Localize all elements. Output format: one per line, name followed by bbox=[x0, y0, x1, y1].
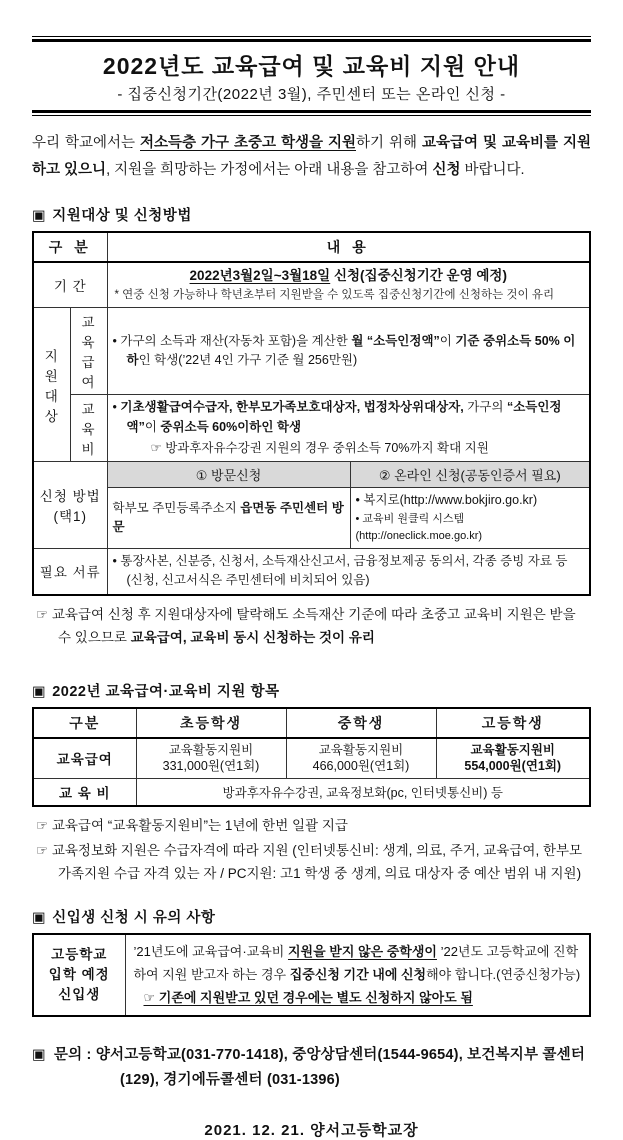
header-high: 고등학생 bbox=[436, 708, 590, 738]
online-link-bokjiro: • 복지로(http://www.bokjiro.go.kr) bbox=[355, 493, 538, 508]
method-label-line1: 신청 방법 bbox=[39, 489, 101, 505]
freshman-bold-apply-period: 집중신청 기간 내에 신청 bbox=[289, 966, 427, 982]
freshman-text-seg: ’22년도 고등학교에 진학하여 지원 받고자 하는 경우 bbox=[133, 944, 579, 982]
cost-sublabel-line1: 교육 bbox=[81, 402, 96, 438]
criteria-bold-recipients: 기초생활급여수급자, 한부모가족보호대상자, 법정차상위대상자, bbox=[116, 400, 464, 415]
benefit-criteria bbox=[107, 308, 590, 395]
bullet-icon: • bbox=[112, 333, 117, 348]
cost-sublabel bbox=[70, 395, 107, 462]
title-block bbox=[32, 36, 591, 116]
target-label-line2: 대상 bbox=[44, 388, 59, 424]
cost-row-label: 교 육 비 bbox=[33, 779, 136, 807]
target-cost-row bbox=[33, 395, 590, 462]
freshman-text bbox=[134, 941, 582, 987]
contact-info bbox=[32, 1043, 591, 1092]
period-date-range: 2022년3월2일~3월18일 bbox=[189, 267, 331, 283]
period-dates bbox=[113, 266, 584, 287]
intro-text: , 지원을 희망하는 가정에서는 아래 내용을 참고하여 bbox=[106, 161, 433, 178]
visit-text: 학부모 주민등록주소지 bbox=[112, 500, 241, 515]
bullet-icon: • bbox=[112, 400, 117, 415]
freshman-text-seg: 해야 합니다.(연중신청가능) bbox=[426, 966, 581, 982]
benefit-criteria-text bbox=[113, 332, 584, 371]
cost-items-row bbox=[33, 779, 590, 807]
intro-highlight-target: 저소득층 가구 초중고 학생을 지원 bbox=[140, 135, 356, 151]
square-bullet-icon: ▣ bbox=[32, 683, 47, 700]
benefit-sublabel bbox=[70, 308, 107, 395]
freshman-label-line2: 입학 예정 bbox=[48, 967, 110, 983]
criteria-text: 가구의 bbox=[463, 400, 507, 415]
amount-value: 466,000원(연1회) bbox=[312, 759, 410, 774]
section3-heading bbox=[32, 906, 591, 927]
section1-title: 지원대상 및 신청방법 bbox=[52, 207, 192, 224]
square-bullet-icon: ▣ bbox=[32, 207, 47, 224]
method-label-line2: (택1) bbox=[53, 509, 88, 525]
criteria-text: 가구의 소득과 재산(자동차 포함)을 계산한 bbox=[116, 333, 352, 348]
support-items-table bbox=[32, 707, 591, 808]
freshman-label-line1: 고등학교 bbox=[51, 946, 108, 962]
contact-numbers: 양서고등학교(031-770-1418), 중앙상담센터(1544-9654), 보건복지부 콜센터 (129), 경기에듀콜센터 (031-1396) bbox=[95, 1047, 586, 1089]
freshman-content bbox=[125, 934, 590, 1016]
page-title: 2022년도 교육급여 및 교육비 지원 안내 bbox=[102, 53, 521, 79]
period-content bbox=[107, 262, 590, 308]
section1-note bbox=[36, 604, 591, 650]
section2-title: 2022년 교육급여·교육비 지원 항목 bbox=[52, 683, 280, 700]
freshman-label-line3: 신입생 bbox=[58, 987, 101, 1003]
freshman-notice-table bbox=[32, 933, 591, 1017]
documents-text-wrap bbox=[113, 552, 584, 591]
amount-value: 554,000원(연1회) bbox=[464, 759, 562, 774]
top-rule-thick bbox=[32, 39, 591, 42]
top-rule-thin bbox=[32, 36, 591, 37]
section3-title: 신입생 신청 시 유의 사항 bbox=[52, 910, 216, 927]
bullet-icon: • bbox=[112, 553, 117, 568]
cost-extra-note: ☞ 방과후자유수강권 지원의 경우 중위소득 70%까지 확대 지원 bbox=[150, 441, 489, 456]
note-text: 교육급여 신청 후 지원대상자에 탈락해도 소득재산 기준에 따라 초중고 교육비 지원은 받을 수 있으므로 bbox=[48, 606, 576, 645]
application-table bbox=[32, 231, 591, 596]
table-header-row bbox=[33, 708, 590, 738]
table-header-row bbox=[33, 232, 590, 262]
signature-line: 2021. 12. 21. 양서고등학교장 bbox=[204, 1121, 419, 1139]
criteria-bold-threshold: 중위소득 60%이하인 학생 bbox=[160, 419, 302, 434]
amount-title: 교육활동지원비 bbox=[318, 742, 404, 757]
online-link-oneclick: • 교육비 원클릭 시스템(http://oneclick.moe.go.kr) bbox=[355, 512, 483, 542]
method-header-row bbox=[33, 462, 590, 488]
bottom-rule-thin bbox=[32, 115, 591, 116]
bottom-rule-thick bbox=[32, 110, 591, 113]
criteria-text: 이 bbox=[144, 419, 161, 434]
documents-text: 통장사본, 신분증, 신청서, 소득재산신고서, 금융정보제공 동의서, 각종 증빙 자료 등 (신청, 신고서식은 주민센터에 비치되어 있음) bbox=[116, 553, 568, 588]
intro-highlight-benefit: 교육급여 및 교육비를 지원하고 있으니 bbox=[32, 135, 591, 178]
freshman-exception-note: ☞ 기존에 지원받고 있던 경우에는 별도 신청하지 않아도 됨 bbox=[143, 989, 473, 1005]
period-note: * 연중 신청 가능하나 학년초부터 지원받을 수 있도록 집중신청기간에 신청하는 것이 유리 bbox=[114, 288, 555, 301]
intro-text: 우리 학교에서는 bbox=[32, 135, 140, 151]
section2-note1: ☞ 교육급여 “교육활동지원비”는 1년에 한번 일괄 지급 bbox=[36, 818, 348, 834]
freshman-row bbox=[33, 934, 590, 1016]
square-bullet-icon: ▣ bbox=[32, 910, 47, 927]
cost-criteria-text bbox=[113, 398, 584, 437]
freshman-text-seg: ’21년도에 교육급여·교육비 bbox=[133, 944, 288, 960]
section2-note2: ☞ 교육정보화 지원은 수급자격에 따라 지원 (인터넷통신비: 생계, 의료, 주거, 교육급여, 한부모가족지원 수급 자격 있는 자 / PC지원: 고1 학생 중 생계, 의료 대상자 중 예산 범위 내 지원) bbox=[36, 843, 583, 882]
period-label: 기 간 bbox=[33, 262, 107, 308]
criteria-bold-threshold: 기준 중위소득 50% 이하 bbox=[126, 333, 576, 368]
online-method-content bbox=[350, 488, 590, 548]
visit-bold-center: 읍면동 주민센터 방문 bbox=[112, 500, 344, 535]
middle-amount bbox=[286, 738, 436, 779]
intro-paragraph bbox=[32, 130, 591, 184]
target-label bbox=[33, 308, 70, 462]
intro-text: 하기 위해 bbox=[356, 135, 422, 151]
header-content: 내 용 bbox=[107, 232, 590, 262]
benefit-row-label: 교육급여 bbox=[33, 738, 136, 779]
freshman-label bbox=[33, 934, 125, 1016]
page-subtitle: - 집중신청기간(2022년 3월), 주민센터 또는 온라인 신청 - bbox=[117, 86, 506, 103]
note-bold-advice: 교육급여, 교육비 동시 신청하는 것이 유리 bbox=[130, 629, 375, 645]
benefit-sublabel-line1: 교육 bbox=[81, 315, 96, 351]
cost-items-content: 방과후자유수강권, 교육정보화(pc, 인터넷통신비) 등 bbox=[136, 779, 590, 807]
period-date-rest: 신청(집중신청기간 운영 예정) bbox=[330, 267, 507, 283]
method-label bbox=[33, 462, 107, 548]
visit-method-content bbox=[107, 488, 350, 548]
visit-method-header: ① 방문신청 bbox=[107, 462, 350, 488]
amount-value: 331,000원(연1회) bbox=[162, 759, 260, 774]
documents-row bbox=[33, 548, 590, 594]
online-method-header: ② 온라인 신청(공동인증서 필요) bbox=[350, 462, 590, 488]
documents-content bbox=[107, 548, 590, 594]
header-elementary: 초등학생 bbox=[136, 708, 286, 738]
documents-label: 필요 서류 bbox=[33, 548, 107, 594]
target-benefit-row bbox=[33, 308, 590, 395]
contact-label: 문의 : bbox=[53, 1047, 96, 1064]
intro-highlight-apply: 신청 bbox=[432, 161, 461, 178]
method-content-row bbox=[33, 488, 590, 548]
amount-title: 교육활동지원비 bbox=[470, 742, 556, 757]
amount-title: 교육활동지원비 bbox=[168, 742, 254, 757]
intro-text: 바랍니다. bbox=[460, 161, 525, 178]
criteria-text: 이 bbox=[439, 333, 456, 348]
square-bullet-icon: ▣ bbox=[32, 1047, 46, 1064]
pointer-icon: ☞ bbox=[36, 606, 49, 622]
high-amount bbox=[436, 738, 590, 779]
criteria-bold-income: 월 “소득인정액” bbox=[351, 333, 440, 348]
elementary-amount bbox=[136, 738, 286, 779]
criteria-bold-income: “소득인정액” bbox=[126, 400, 562, 434]
period-row bbox=[33, 262, 590, 308]
benefit-sublabel-line2: 급여 bbox=[81, 355, 96, 391]
cost-criteria bbox=[107, 395, 590, 462]
header-category: 구분 bbox=[33, 708, 136, 738]
header-category: 구 분 bbox=[33, 232, 107, 262]
criteria-text: 인 학생(’22년 4인 가구 기준 월 256만원) bbox=[138, 353, 358, 368]
benefit-amounts-row bbox=[33, 738, 590, 779]
section2-heading bbox=[32, 680, 591, 701]
target-label-line1: 지원 bbox=[44, 348, 59, 384]
cost-sublabel-line2: 비 bbox=[81, 442, 96, 458]
freshman-bold-not-supported: 지원을 받지 않은 중학생이 bbox=[287, 944, 437, 960]
section1-heading bbox=[32, 204, 591, 225]
header-middle: 중학생 bbox=[286, 708, 436, 738]
